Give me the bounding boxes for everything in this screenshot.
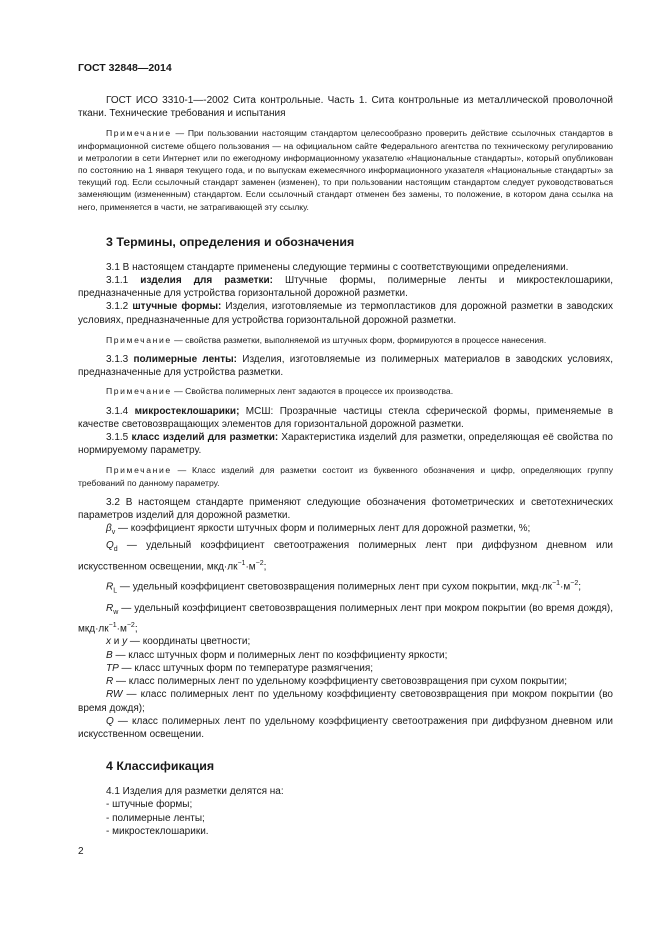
term-name: класс изделий для разметки: xyxy=(131,432,279,444)
symbol: Q xyxy=(106,715,114,727)
term-number: 3.1.1 xyxy=(106,275,141,287)
symbol-definition: — класс штучных форм и полимерных лент по коэффициенту яркости; xyxy=(112,649,448,661)
section-3-heading: 3 Термины, определения и обозначения xyxy=(106,234,355,249)
symbol-definition: — класс полимерных лент по удельному коэффициенту световозвращения при мокром покрытии (во время дождя); xyxy=(78,689,613,714)
symbol: R xyxy=(106,581,114,593)
punctuation: ; xyxy=(134,623,138,635)
term-name: штучные формы: xyxy=(132,301,222,313)
symbol: R xyxy=(106,676,114,688)
note-3-1-2 xyxy=(78,334,613,346)
symbol: β xyxy=(106,523,112,535)
unit-part: ·м xyxy=(245,561,256,573)
symbol-definition: — удельный коэффициент световозвращения полимерных лент при сухом покрытии, мкд·лк xyxy=(117,581,553,593)
term-number: 3.1.2 xyxy=(106,301,133,313)
clause-3-2: 3.2 В настоящем стандарте применяют следующие обозначения фотометрических и светотехнических параметров изделий для дорожной разметки. xyxy=(78,496,613,522)
symbol-rl xyxy=(78,577,613,598)
note-text: — свойства разметки, выполняемой из штучных форм, формируются в процессе нанесения. xyxy=(171,334,547,345)
symbol-subscript: d xyxy=(113,546,118,554)
symbol: y xyxy=(122,636,128,648)
symbol-q xyxy=(78,715,613,741)
symbol-rw-class xyxy=(78,688,613,714)
term-name: полимерные ленты: xyxy=(133,354,237,366)
symbol: RW xyxy=(106,689,123,701)
punctuation: ; xyxy=(578,581,581,593)
symbol: x xyxy=(106,636,111,648)
note-label: Примечание xyxy=(106,334,172,345)
term-definition: Изделия, изготовляемые из термопластиков для дорожной разметки в заводских условиях, предназначенные для устройства горизонтальной дорожной разметки. xyxy=(78,301,614,326)
note-text: — При пользовании настоящим стандартом целесообразно проверить действие ссылочных стандартов в информационной системе общего пользования — на официальном сайте Федерального агентства по техническому регулированию и метрологии в сети Интернет или по ежегодному информационному указателю «Национальные стандарты», который опубликован по состоянию на 1 января текущего года, и по выпускам ежемесячного информационного указателя «Национальные стандарты» за текущий год. Если ссылочный стандарт заменен (изменен), то при пользовании настоящим стандартом следует руководствоваться заменяющим (измененным) стандартом. Если ссылочный стандарт отменен без замены, то положение, в котором дана ссылка на него, применяется в части, не затрагивающей эту ссылку. xyxy=(78,128,613,212)
symbol-b xyxy=(78,649,613,662)
clause-3-1: 3.1 В настоящем стандарте применены следующие термины с соответствующими определениями. xyxy=(106,261,569,273)
document-header: ГОСТ 32848—2014 xyxy=(78,62,172,74)
symbol-definition: — класс штучных форм по температуре размягчения; xyxy=(118,662,374,674)
symbol-qd xyxy=(78,539,613,573)
symbol-subscript: L xyxy=(113,587,118,595)
symbol-r xyxy=(78,675,613,688)
term-name: микростеклошарики; xyxy=(134,405,240,417)
section-4-heading: 4 Классификация xyxy=(106,759,215,774)
term-name: изделия для разметки: xyxy=(140,275,274,287)
note-3-1-3 xyxy=(78,385,613,397)
unit-exponent: −2 xyxy=(126,621,135,629)
symbol: R xyxy=(106,602,114,614)
symbol: Q xyxy=(106,540,114,552)
note-label: Примечание xyxy=(106,386,172,397)
term-number: 3.1.5 xyxy=(106,432,132,444)
term-3-1-1 xyxy=(78,274,613,300)
unit-exponent: −1 xyxy=(552,580,561,588)
note-text: — Свойства полимерных лент задаются в процессе их производства. xyxy=(171,386,454,397)
symbol: B xyxy=(106,649,113,661)
symbol-subscript: w xyxy=(113,608,119,616)
symbol-definition: — координаты цветности; xyxy=(127,636,251,648)
note-references xyxy=(78,127,613,212)
symbol-subscript: v xyxy=(111,529,116,537)
symbol-tp xyxy=(78,662,613,675)
symbol-rw xyxy=(78,602,613,636)
term-definition: Изделия, изготовляемые из полимерных материалов в заводских условиях, предназначенные для устройства разметки. xyxy=(78,354,613,379)
term-definition: Штучные формы, полимерные ленты и микростеклошарики, предназначенные для устройства горизонтальной дорожной разметки. xyxy=(78,275,613,300)
note-label: Примечание xyxy=(106,465,172,476)
unit-exponent: −1 xyxy=(237,559,246,567)
symbol-definition: — удельный коэффициент светоотражения полимерных лент при диффузном дневном или искусственном освещении, мкд·лк xyxy=(78,540,613,573)
symbol: TP xyxy=(106,662,119,674)
unit-part: ·м xyxy=(116,623,127,635)
term-3-1-4 xyxy=(78,405,613,431)
term-number: 3.1.3 xyxy=(106,354,134,366)
unit-exponent: −2 xyxy=(570,580,579,588)
list-item: - штучные формы; xyxy=(106,799,193,811)
symbol-definition: — коэффициент яркости штучных форм и полимерных лент для дорожной разметки, %; xyxy=(115,523,531,535)
note-text: — Класс изделий для разметки состоит из буквенного обозначения и цифр, определяющих группу требований по данному параметру. xyxy=(78,465,613,488)
punctuation: ; xyxy=(263,561,267,573)
term-3-1-2 xyxy=(78,300,613,326)
conjunction: и xyxy=(111,636,123,648)
list-item: - микростеклошарики. xyxy=(106,825,209,837)
note-3-1-5 xyxy=(78,464,613,488)
term-definition: МСШ: Прозрачные частицы стекла сферической формы, применяемые в качестве световозвращающих элементов для горизонтальной дорожной разметки. xyxy=(78,405,614,430)
symbol-definition: — удельный коэффициент световозвращения полимерных лент при мокром покрытии (во время дождя), мкд·лк xyxy=(78,602,613,635)
term-3-1-3 xyxy=(78,353,613,379)
symbol-beta-v xyxy=(78,522,613,539)
term-number: 3.1.4 xyxy=(106,405,135,417)
symbol-definition: — класс полимерных лент по удельному коэффициенту светоотражения при диффузном дневном или искусственном освещении. xyxy=(78,715,613,740)
clause-4-1: 4.1 Изделия для разметки делятся на: xyxy=(106,786,284,798)
page-number: 2 xyxy=(78,846,84,857)
term-3-1-5 xyxy=(78,431,613,457)
symbol-definition: — класс полимерных лент по удельному коэффициенту световозвращения при сухом покрытии; xyxy=(113,676,568,688)
term-definition: Характеристика изделий для разметки, определяющая её свойства по нормируемому параметру. xyxy=(78,432,613,457)
note-label: Примечание xyxy=(106,128,172,139)
list-item: - полимерные ленты; xyxy=(106,812,205,824)
normative-reference: ГОСТ ИСО 3310-1—-2002 Сита контрольные. Часть 1. Сита контрольные из металлической проволочной ткани. Технические требования и испытания xyxy=(78,95,613,120)
unit-exponent: −1 xyxy=(108,621,117,629)
symbol-xy xyxy=(78,635,613,648)
page-content xyxy=(78,94,613,838)
unit-exponent: −2 xyxy=(255,559,264,567)
unit-part: ·м xyxy=(560,581,571,593)
